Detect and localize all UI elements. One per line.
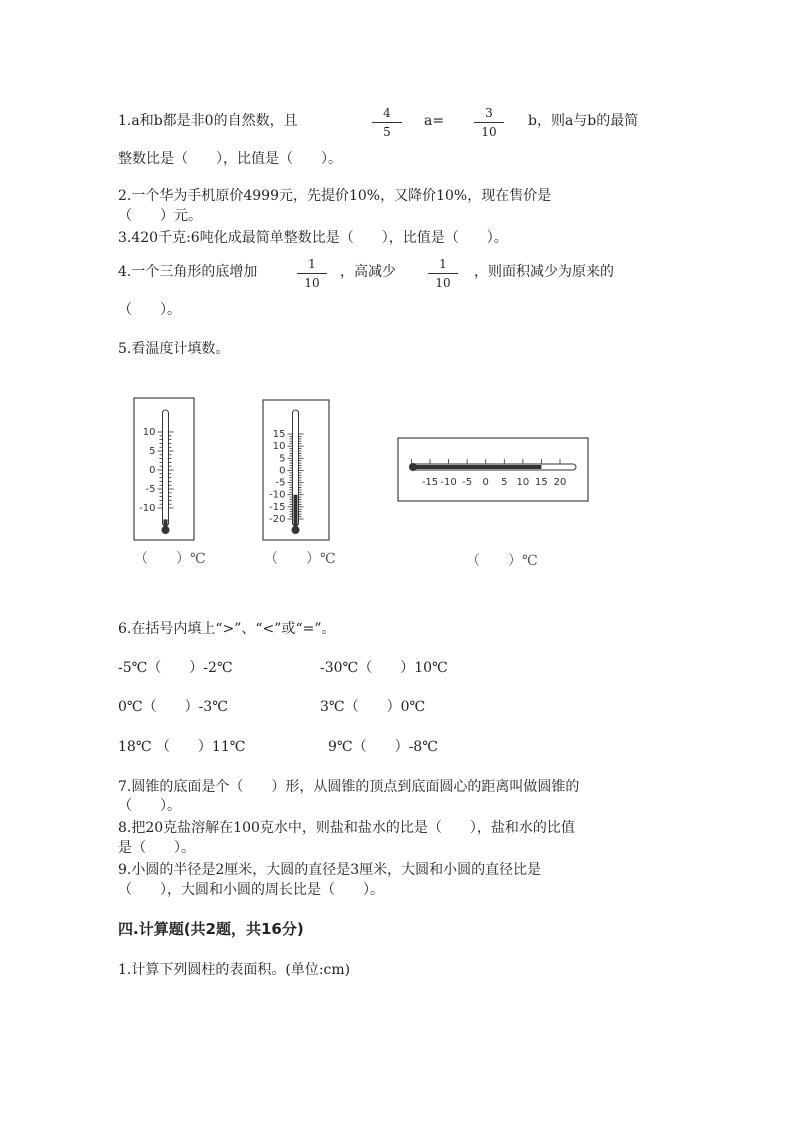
- scale-label: 5: [501, 477, 508, 488]
- thermometer-3-mercury: [414, 465, 541, 469]
- thermometer-1-tube: [163, 410, 169, 526]
- q4-frac2-denominator: 10: [435, 276, 451, 290]
- scale-label: -10: [139, 503, 156, 514]
- q9-line2: （ ），大圆和小圆的周长比是（ ）。: [118, 882, 384, 898]
- scale-label: -5: [145, 484, 156, 495]
- q4-frac1-numerator: 1: [297, 257, 327, 274]
- q6-row3-right: 9℃（ ）-8℃: [328, 739, 438, 755]
- q4-frac1-denominator: 10: [304, 276, 320, 290]
- scale-label: -10: [269, 489, 286, 501]
- q6-row1-right: -30℃（ ）10℃: [320, 660, 448, 676]
- q9-line1: 9.小圆的半径是2厘米，大圆的直径是3厘米，大圆和小圆的直径比是: [118, 862, 542, 878]
- q4-frac2-numerator: 1: [428, 257, 458, 274]
- thermometer-2-answer: （ ）℃: [264, 551, 336, 567]
- thermometer-2-bulb: [292, 526, 300, 534]
- q6-row2-left: 0℃（ ）-3℃: [118, 699, 228, 715]
- q1-frac1-numerator: 4: [372, 106, 402, 123]
- scale-label: -15: [421, 477, 439, 488]
- scale-label: -5: [275, 477, 286, 489]
- scale-label: 10: [516, 477, 530, 488]
- thermometer-3: [398, 438, 588, 501]
- q6-row3-left: 18℃ （ ）11℃: [118, 739, 246, 755]
- q1-frac1-denominator: 5: [383, 125, 391, 139]
- scale-label: -10: [440, 477, 457, 488]
- q6-row2-right: 3℃（ ）0℃: [320, 699, 426, 715]
- thermometer-3-bulb: [409, 463, 417, 471]
- q1-text-part1: 1.a和b都是非0的自然数，且: [118, 113, 298, 129]
- q1-text-mid: a=: [424, 113, 445, 129]
- scale-label: 5: [279, 453, 286, 465]
- q4-line2: （ ）。: [118, 302, 181, 318]
- q1-line2: 整数比是（ ），比值是（ ）。: [118, 151, 342, 167]
- scale-label: 10: [272, 441, 286, 453]
- q8-line2: 是（ ）。: [118, 840, 195, 856]
- thermometer-3-answer: （ ）℃: [466, 553, 538, 569]
- thermometer-2: [263, 400, 329, 540]
- thermometer-1-answer: （ ）℃: [134, 551, 206, 567]
- q7-line2: （ ）。: [118, 798, 181, 814]
- thermometer-2-mercury: [294, 495, 298, 528]
- scale-label: 15: [272, 429, 286, 440]
- scale-label: 0: [482, 477, 489, 488]
- scale-label: 5: [149, 446, 156, 457]
- scale-label: 15: [535, 477, 548, 488]
- q6-title: 6.在括号内填上“>”、“<”或“=”。: [118, 621, 336, 637]
- q2-line1: 2.一个华为手机原价4999元，先提价10%，又降价10%，现在售价是: [118, 188, 552, 204]
- q3-text: 3.420千克:6吨化成最简单整数比是（ ），比值是（ ）。: [118, 230, 508, 246]
- q2-line2: （ ）元。: [118, 208, 202, 224]
- q5-title: 5.看温度计填数。: [118, 341, 230, 357]
- scale-label: 0: [279, 465, 286, 477]
- q6-row1-left: -5℃（ ）-2℃: [118, 660, 233, 676]
- q1-frac2-numerator: 3: [474, 106, 504, 123]
- section4-title: 四.计算题(共2题，共16分): [118, 920, 304, 938]
- scale-label: 0: [149, 465, 156, 476]
- q4-text-part3: ，则面积减少为原来的: [474, 264, 614, 280]
- scale-label: 20: [553, 477, 567, 488]
- scale-label: -5: [462, 477, 473, 488]
- thermometer-1-bulb: [162, 526, 170, 534]
- c1-text: 1.计算下列圆柱的表面积。(单位:cm): [118, 962, 351, 978]
- q4-text-part1: 4.一个三角形的底增加: [118, 264, 258, 280]
- q8-line1: 8.把20克盐溶解在100克水中，则盐和盐水的比是（ ），盐和水的比值: [118, 820, 575, 836]
- thermometer-1: [134, 398, 194, 540]
- scale-label: 10: [142, 427, 156, 438]
- q1-frac2-denominator: 10: [481, 125, 497, 139]
- q7-line1: 7.圆锥的底面是个（ ）形，从圆锥的顶点到底面圆心的距离叫做圆锥的: [118, 779, 580, 795]
- q4-text-part2: ，高减少: [340, 264, 396, 280]
- thermometer-3-scale: [411, 459, 566, 488]
- q1-text-part2: b，则a与b的最简: [528, 113, 639, 129]
- scale-label: -15: [269, 501, 286, 513]
- scale-label: -20: [269, 514, 286, 525]
